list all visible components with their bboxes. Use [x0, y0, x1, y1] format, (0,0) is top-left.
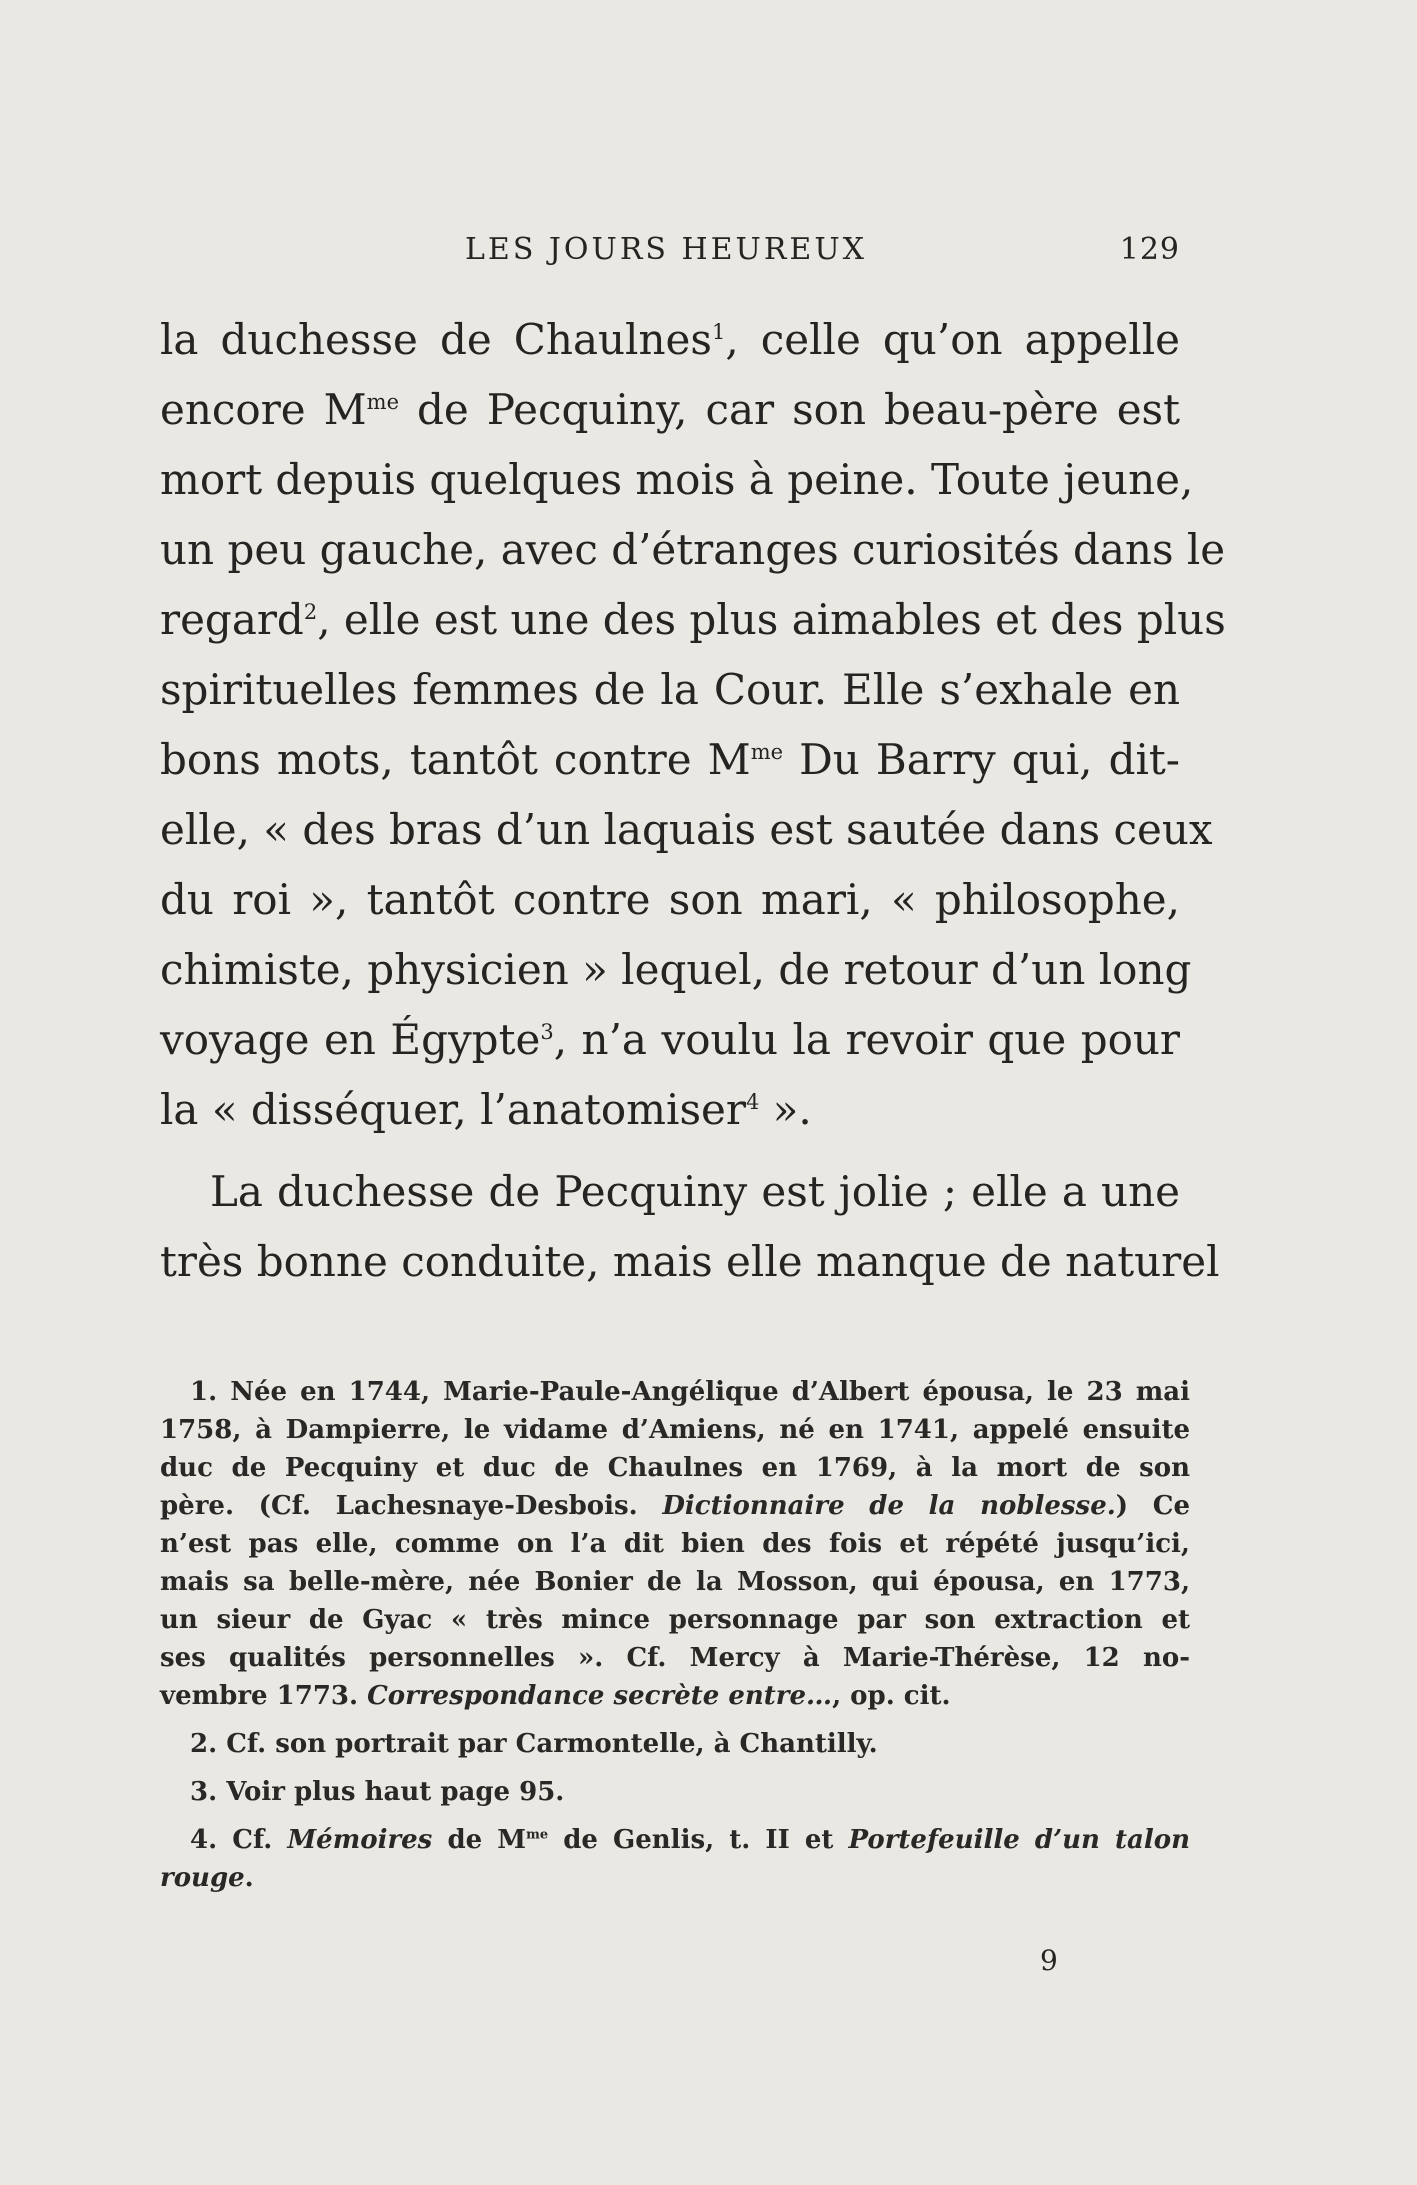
footnote-line: vembre 1773. Correspondance secrète entre…, op. cit. — [160, 1681, 951, 1711]
footnote-line: duc de Pecquiny et duc de Chaulnes en 1769, à la mort de son — [160, 1453, 1190, 1483]
text-line: du roi », tantôt contre son mari, « philosophe, — [160, 875, 1180, 924]
text-line: spirituelles femmes de la Cour. Elle s’exhale en — [160, 665, 1180, 714]
footnote-3: 3. Voir plus haut page 95. — [190, 1777, 565, 1807]
text-line: très bonne conduite, mais elle manque de naturel — [160, 1237, 1220, 1286]
footnote-line: 1758, à Dampierre, le vidame d’Amiens, né en 1741, appelé ensuite — [160, 1415, 1190, 1445]
text-line: voyage en Égypte$^3$, n’a voulu la revoir que pour — [160, 1015, 1180, 1064]
footnotes — [160, 1373, 1190, 1897]
page-number: 129 — [1119, 232, 1180, 267]
footnote-line: ses qualités personnelles ». Cf. Mercy à Marie-Thérèse, 12 no- — [160, 1643, 1190, 1673]
footnote-1 — [160, 1373, 1190, 1715]
text-line: un peu gauche, avec d’étranges curiosités dans le — [160, 525, 1226, 574]
paragraph-2 — [160, 1157, 1220, 1297]
text-line: la duchesse de Chaulnes$^1$, celle qu’on appelle — [160, 315, 1180, 364]
body-text — [160, 305, 1226, 1297]
text-line: bons mots, tantôt contre $M^{me}$ Du Barry qui, dit- — [160, 735, 1180, 784]
paragraph-1 — [160, 305, 1226, 1145]
footnote-line: rouge. — [160, 1863, 254, 1893]
footnote-line: un sieur de Gyac « très mince personnage par son extraction et — [160, 1605, 1190, 1635]
text-line: La duchesse de Pecquiny est jolie ; elle a une — [210, 1167, 1180, 1216]
footnote-line: n’est pas elle, comme on l’a dit bien des fois et répété jusqu’ici, — [160, 1529, 1190, 1559]
text-line: la « disséquer, l’anatomiser$^4$ ». — [160, 1085, 812, 1134]
text-line: elle, « des bras d’un laquais est sautée dans ceux — [160, 805, 1213, 854]
text-line: regard$^2$, elle est une des plus aimables et des plus — [160, 595, 1226, 644]
page-header — [160, 232, 1180, 272]
text-line: encore $M^{me}$ de Pecquiny, car son beau-père est — [160, 385, 1180, 434]
footnote-line: père. (Cf. Lachesnaye-Desbois. Dictionnaire de la noblesse.) Ce — [160, 1491, 1190, 1521]
footnote-2: 2. Cf. son portrait par Carmontelle, à Chantilly. — [190, 1729, 878, 1759]
text-line: mort depuis quelques mois à peine. Toute jeune, — [160, 455, 1194, 504]
footnote-line: mais sa belle-mère, née Bonier de la Mosson, qui épousa, en 1773, — [160, 1567, 1190, 1597]
footnote-line: 1. Née en 1744, Marie-Paule-Angélique d’Albert épousa, le 23 mai — [190, 1377, 1190, 1407]
running-title: LES JOURS HEUREUX — [465, 232, 867, 267]
signature-mark: 9 — [1040, 1944, 1058, 1977]
footnote-line: 4. Cf. Mémoires de $M^{me}$ de Genlis, t. II et Portefeuille d’un talon — [190, 1825, 1191, 1855]
footnote-4 — [160, 1821, 1190, 1897]
text-line: chimiste, physicien » lequel, de retour d’un long — [160, 945, 1192, 994]
